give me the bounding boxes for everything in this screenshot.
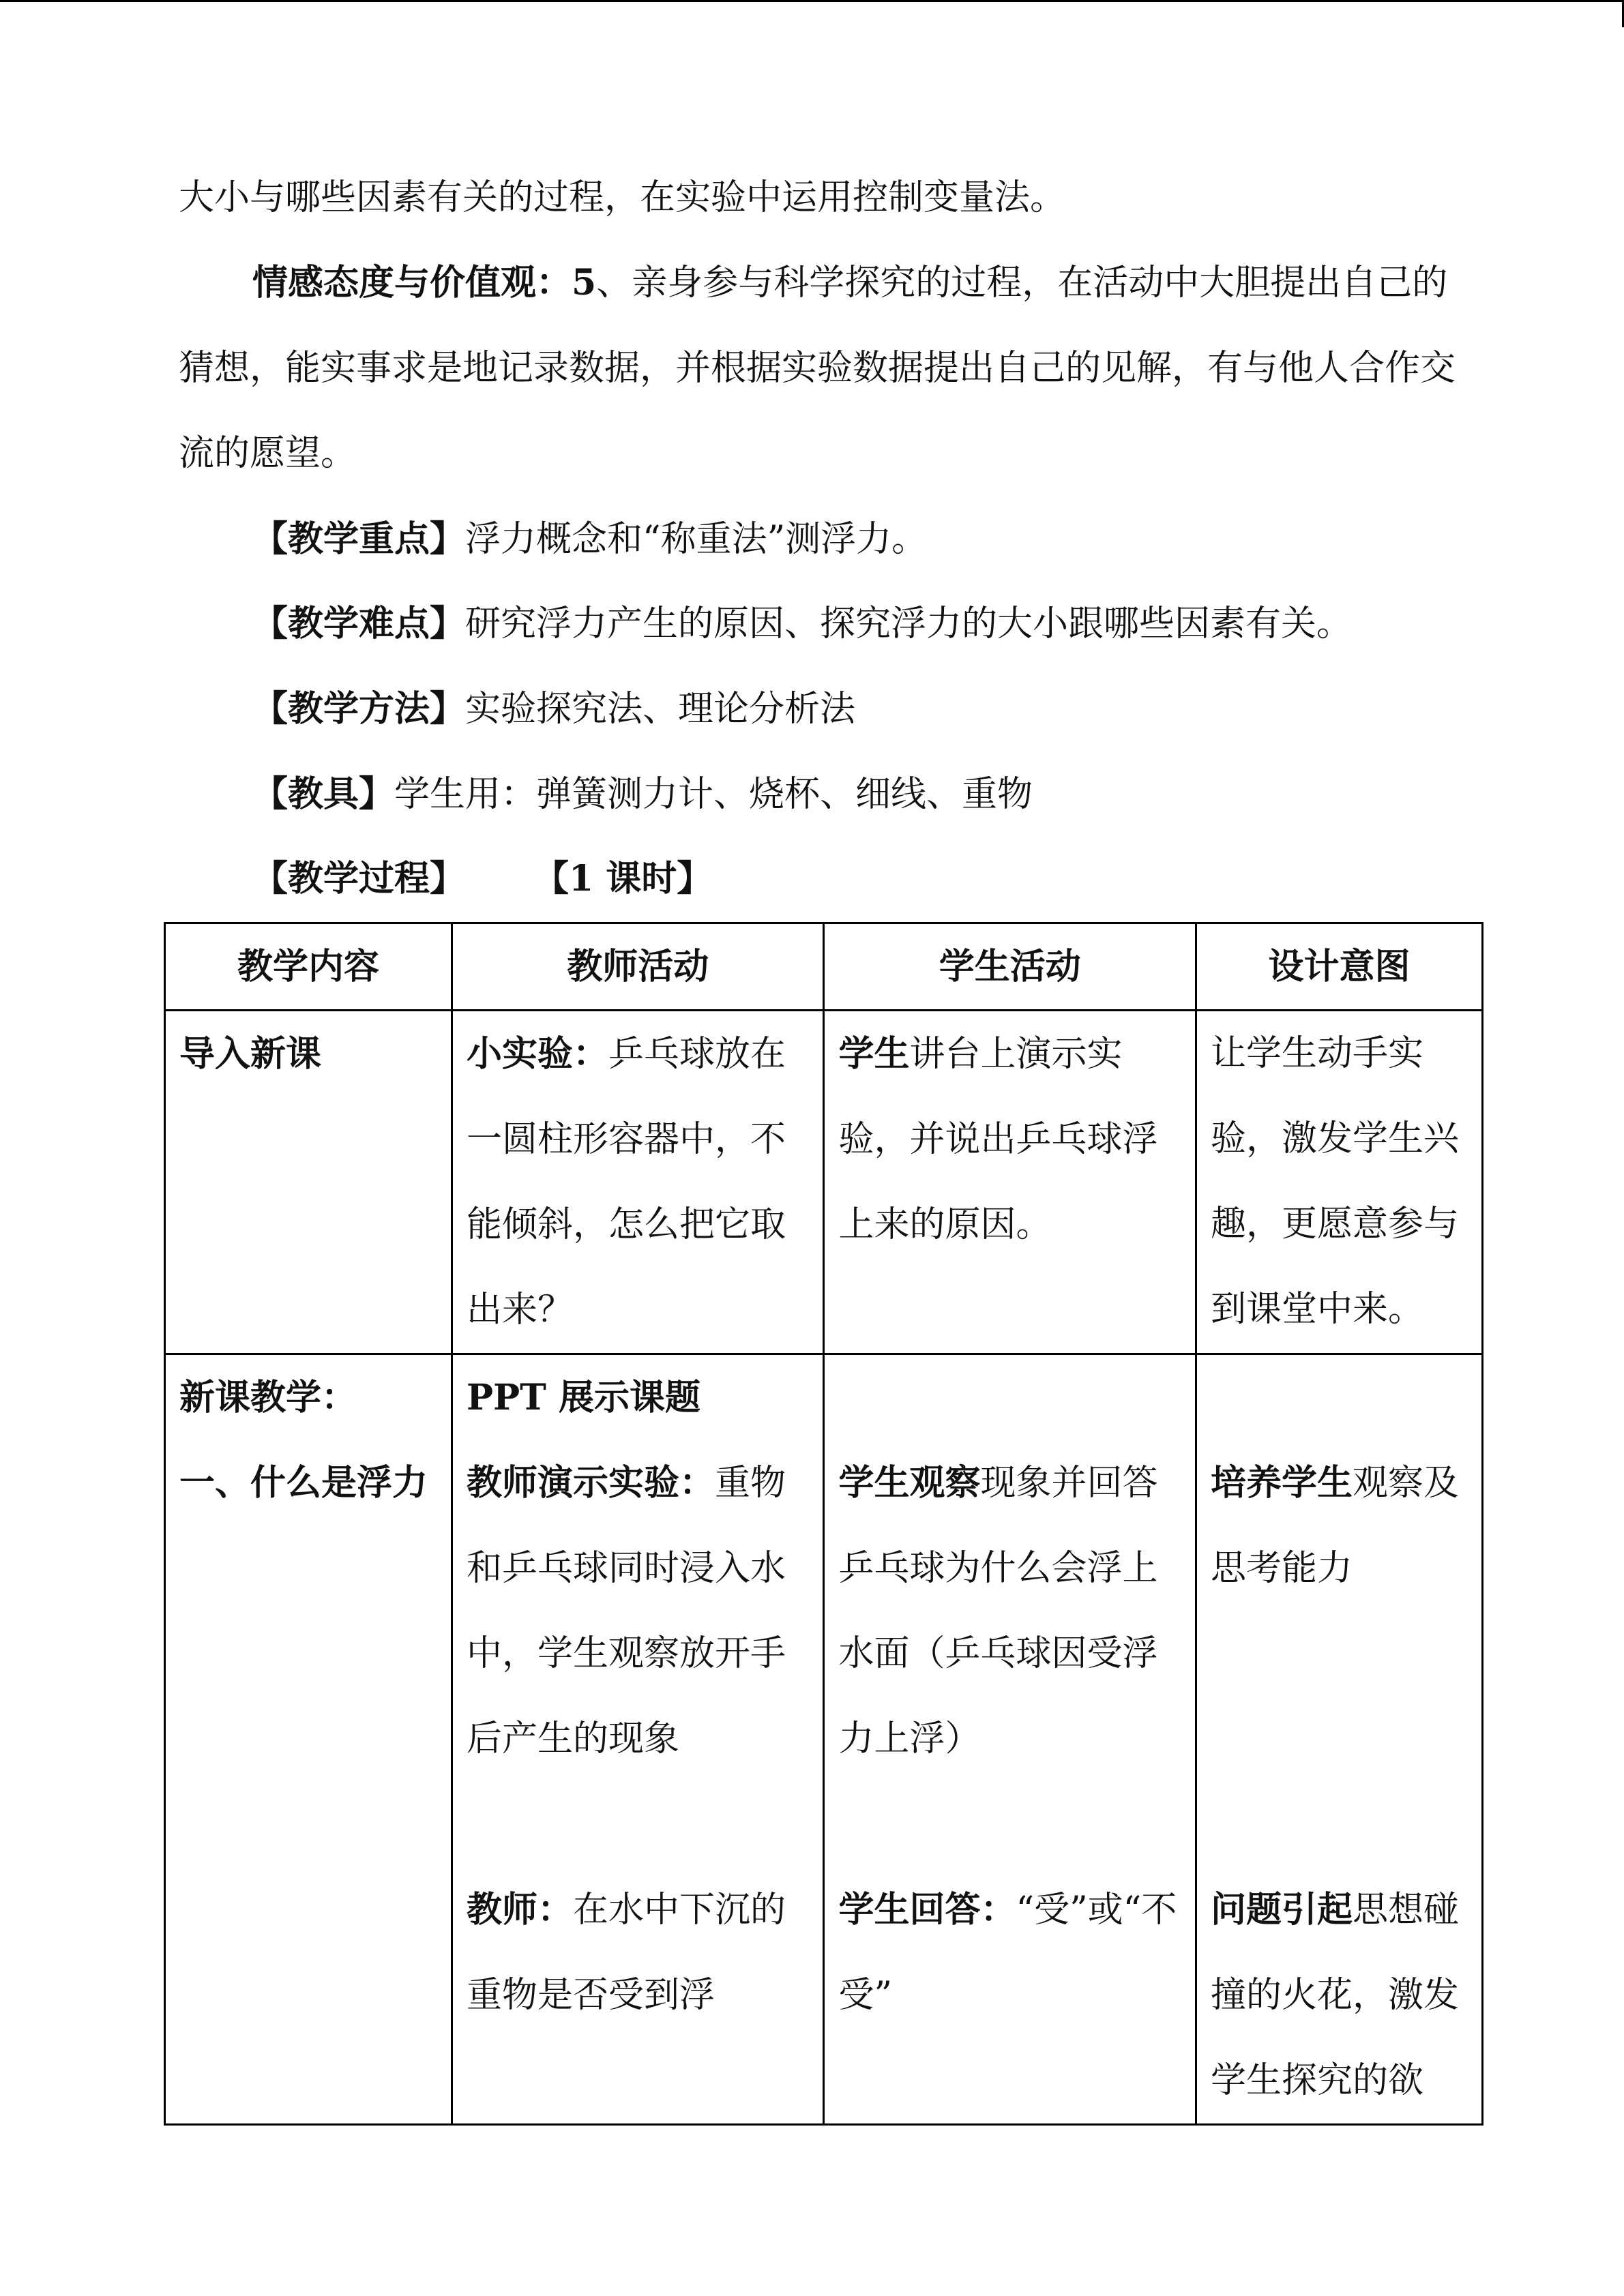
difficulty-text: 研究浮力产生的原因、探究浮力的大小跟哪些因素有关。: [465, 603, 1353, 644]
teaching-method: [252, 666, 855, 752]
teaching-difficulty: [252, 581, 1352, 667]
cell-content: [165, 1011, 452, 1354]
header-content: 教学内容: [165, 923, 452, 1011]
teaching-tools: [252, 751, 1033, 837]
objective-text: 大小与哪些因素有关的过程，在实验中运用控制变量法。: [179, 177, 1066, 218]
objective-paragraph: [179, 155, 1481, 241]
student-answer: [838, 1867, 1181, 2038]
intent-text: 让学生动手实验，激发学生兴趣，更愿意参与到课堂中来。: [1211, 1033, 1460, 1330]
tools-text: 学生用：弹簧测力计、烧杯、细线、重物: [394, 774, 1033, 815]
focus-label: 【教学重点】: [252, 518, 466, 560]
header-student-activity: 学生活动: [824, 923, 1196, 1011]
content-line-1: 新课教学：: [179, 1377, 357, 1418]
student-label: 学生: [838, 1033, 910, 1075]
tools-label: 【教具】: [252, 773, 395, 815]
header-design-intent: 设计意图: [1196, 923, 1483, 1011]
method-label: 【教学方法】: [252, 688, 466, 730]
student-answer-text: “受”或“不受”: [838, 1890, 1177, 2016]
teacher-question-label: 教师：: [466, 1889, 573, 1930]
student-observe-label: 学生观察: [838, 1462, 981, 1504]
cell-teacher: [452, 1011, 824, 1354]
teacher-text: 乒乓球放在一圆柱形容器中，不能倾斜，怎么把它取出来？: [466, 1034, 786, 1330]
intent-question: [1211, 1867, 1468, 2123]
student-text: 讲台上演示实验，并说出乒乓球浮上来的原因。: [838, 1034, 1158, 1245]
cell-student: [824, 1011, 1196, 1354]
teacher-question: [467, 1867, 810, 2038]
intent-question-label: 问题引起: [1211, 1889, 1353, 1930]
teacher-demo-text: 重物和乒乓球同时浸入水中，学生观察放开手后产生的现象: [466, 1463, 786, 1759]
cell-content: [165, 1354, 452, 2125]
teacher-demo-label: 教师演示实验：: [466, 1462, 715, 1504]
student-observe: [838, 1440, 1181, 1782]
header-teacher-activity: 教师活动: [452, 923, 824, 1011]
student-answer-label: 学生回答：: [838, 1889, 1016, 1930]
teaching-process-heading: [252, 836, 712, 922]
difficulty-label: 【教学难点】: [252, 603, 466, 644]
cell-teacher: [452, 1354, 824, 2125]
cell-student: [824, 1354, 1196, 2125]
intent-observe-label: 培养学生: [1211, 1462, 1353, 1504]
focus-text: 浮力概念和“称重法”测浮力。: [465, 519, 928, 560]
table-row: [165, 1354, 1483, 2125]
intent-observe: [1211, 1440, 1468, 1611]
teaching-focus: [252, 496, 927, 582]
attitude-paragraph: [179, 240, 1481, 496]
content-text: 导入新课: [179, 1033, 322, 1075]
method-text: 实验探究法、理论分析法: [465, 689, 856, 730]
content-line-2: 一、什么是浮力: [179, 1462, 428, 1504]
process-hours: 【1 课时】: [533, 858, 713, 899]
teacher-demo: [467, 1440, 810, 1782]
teacher-label: 小实验：: [466, 1033, 608, 1075]
teacher-ppt: PPT 展示课题: [466, 1377, 700, 1418]
intent-observe-text: 观察及思考能力: [1211, 1463, 1460, 1589]
teacher-question-text: 在水中下沉的重物是否受到浮: [466, 1890, 786, 2016]
attitude-text: 、亲身参与科学探究的过程，在活动中大胆提出自己的猜想，能实事求是地记录数据，并根据实验数据提出自己的见解，有与他人合作交流的愿望。: [179, 263, 1456, 474]
process-label: 【教学过程】: [252, 858, 466, 899]
table-header-row: [165, 923, 1483, 1011]
attitude-label: 情感态度与价值观：5: [252, 262, 597, 303]
cell-intent: [1196, 1011, 1483, 1354]
intent-question-text: 思想碰撞的火花，激发学生探究的欲: [1211, 1890, 1460, 2101]
table-row: [165, 1011, 1483, 1354]
lesson-plan-table: [164, 922, 1483, 2126]
cell-intent: [1196, 1354, 1483, 2125]
student-observe-text: 现象并回答乒乓球为什么会浮上水面（乒乓球因受浮力上浮）: [838, 1463, 1158, 1759]
page-top-border: [0, 0, 1624, 2]
